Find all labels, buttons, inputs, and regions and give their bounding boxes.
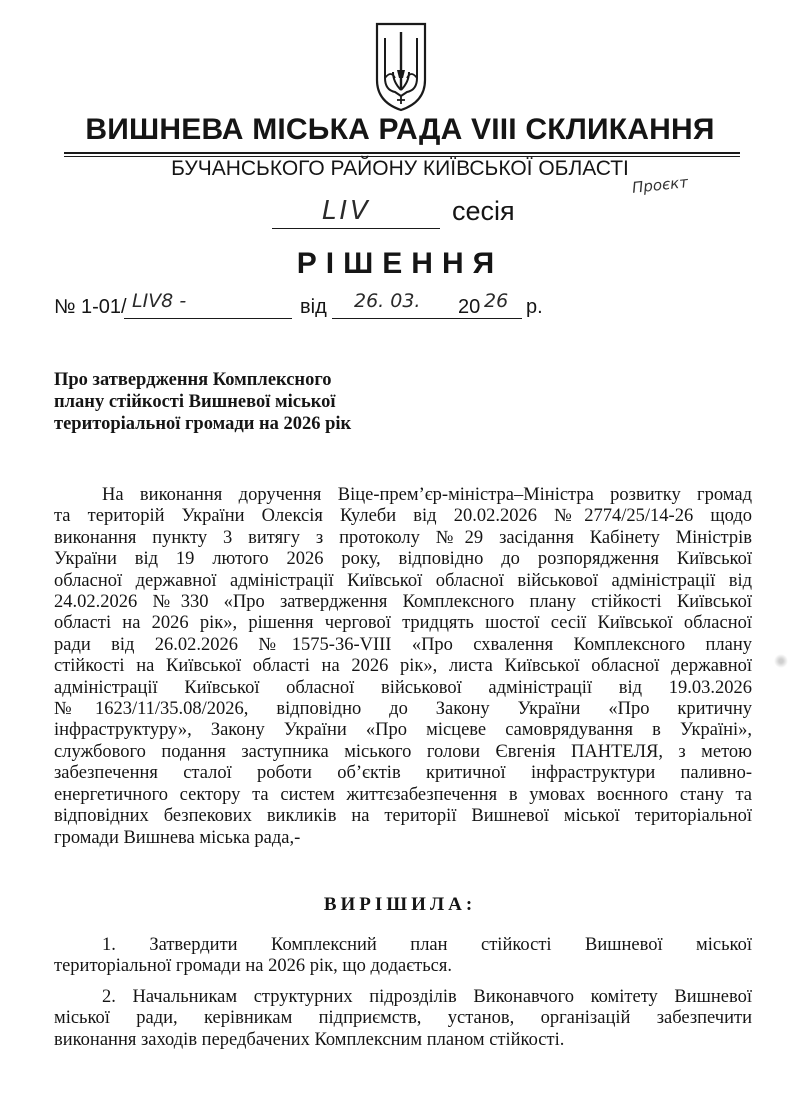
year-handwritten: 26 [484, 290, 509, 312]
preamble-line: службового подання заступника міського голови Євгенія ПАНТЕЛЯ, з метою [54, 741, 752, 762]
preamble-line: №1623/11/35.08/2026, відповідно до Закону України «Про критичну [54, 699, 752, 720]
preamble-line: 24.02.2026 №330 «Про затвердження Комплексного плану стійкості Київської [54, 592, 752, 613]
date-label: від [300, 296, 327, 318]
council-name: ВИШНЕВА МІСЬКА РАДА VIII СКЛИКАННЯ [85, 113, 715, 146]
year-blank [480, 318, 522, 319]
preamble-line: відповідних безпекових викликів на території Вишневої міської територіальної [54, 806, 752, 827]
session-label: сесія [452, 196, 515, 226]
subject-line: територіальної громади на 2026 рік [54, 414, 352, 434]
scan-speck [774, 654, 788, 668]
subject-line: плану стійкості Вишневої міської [54, 392, 336, 412]
preamble-paragraph [54, 485, 752, 849]
preamble-line: обласної державної адміністрації Київської обласної військової адміністрації від [54, 570, 752, 591]
preamble-line: енергетичного сектору та систем життєзабезпечення в умовах воєнного стану та [54, 784, 752, 805]
decision-item-1 [54, 935, 752, 978]
item-line: виконання заходів передбачених Комплексним планом стійкості. [54, 1029, 565, 1050]
item-line: 1. Затвердити Комплексний план стійкості Вишневої міської [102, 935, 752, 955]
preamble-line: України від 19 лютого 2026 року, відповідно до розпорядження Київської [54, 549, 752, 570]
item-line: міської ради, керівникам підприємств, установ, організацій забезпечити [54, 1008, 752, 1029]
preamble-line: стійкості на Київської області на 2026 рік», листа Київської обласної державної [54, 656, 752, 677]
preamble-line: забезпечення сталої роботи об’єктів критичної інфраструктури паливно- [54, 763, 752, 784]
number-handwritten: LIV8 - [132, 290, 187, 312]
preamble-line: ради від 26.02.2026 №1575-36-VIII «Про схвалення Комплексного плану [54, 634, 752, 655]
preamble-line: виконання пункту 3 витягу з протоколу №29 засідання Кабінету Міністрів [54, 527, 752, 548]
preamble-line: області на 2026 рік», рішення чергової тридцять шостої сесії Київської обласної [54, 613, 752, 634]
decision-number-line [54, 290, 754, 324]
item-line: 2. Начальникам структурних підрозділів Виконавчого комітету Вишневої [102, 987, 752, 1007]
number-prefix: № 1-01/ [54, 296, 127, 318]
date-handwritten: 26. 03. [354, 290, 421, 312]
session-number: LIV [322, 196, 371, 226]
draft-handwritten-mark: Проєкт [631, 173, 689, 197]
preamble-line: адміністрації Київської обласної військової адміністрації від 19.03.2026 [54, 677, 752, 698]
decided-heading: ВИРІШИЛА: [323, 894, 477, 915]
coat-of-arms-emblem [373, 20, 429, 112]
decision-subject [54, 369, 434, 435]
year-suffix: р. [526, 296, 543, 318]
preamble-line: та територій України Олексія Кулеби від 20.02.2026 №2774/25/14-26 щодо [54, 506, 752, 527]
number-blank [124, 318, 292, 319]
session-number-blank [272, 228, 440, 229]
year-prefix: 20 [458, 296, 481, 318]
header-rule-thick [64, 152, 740, 154]
preamble-line: На виконання доручення Віце-прем’єр-міністра–Міністра розвитку громад [102, 485, 752, 505]
subject-line: Про затвердження Комплексного [54, 370, 332, 390]
preamble-line: інфраструктуру», Закону України «Про місцеве самоврядування в Україні», [54, 720, 752, 741]
item-line: територіальної громади на 2026 рік, що додається. [54, 956, 453, 977]
decision-item-2 [54, 987, 752, 1051]
district-name: БУЧАНСЬКОГО РАЙОНУ КИЇВСЬКОЇ ОБЛАСТІ [171, 157, 629, 180]
preamble-line: громади Вишнева міська рада,- [54, 827, 301, 848]
decision-title: РІШЕННЯ [296, 247, 504, 280]
